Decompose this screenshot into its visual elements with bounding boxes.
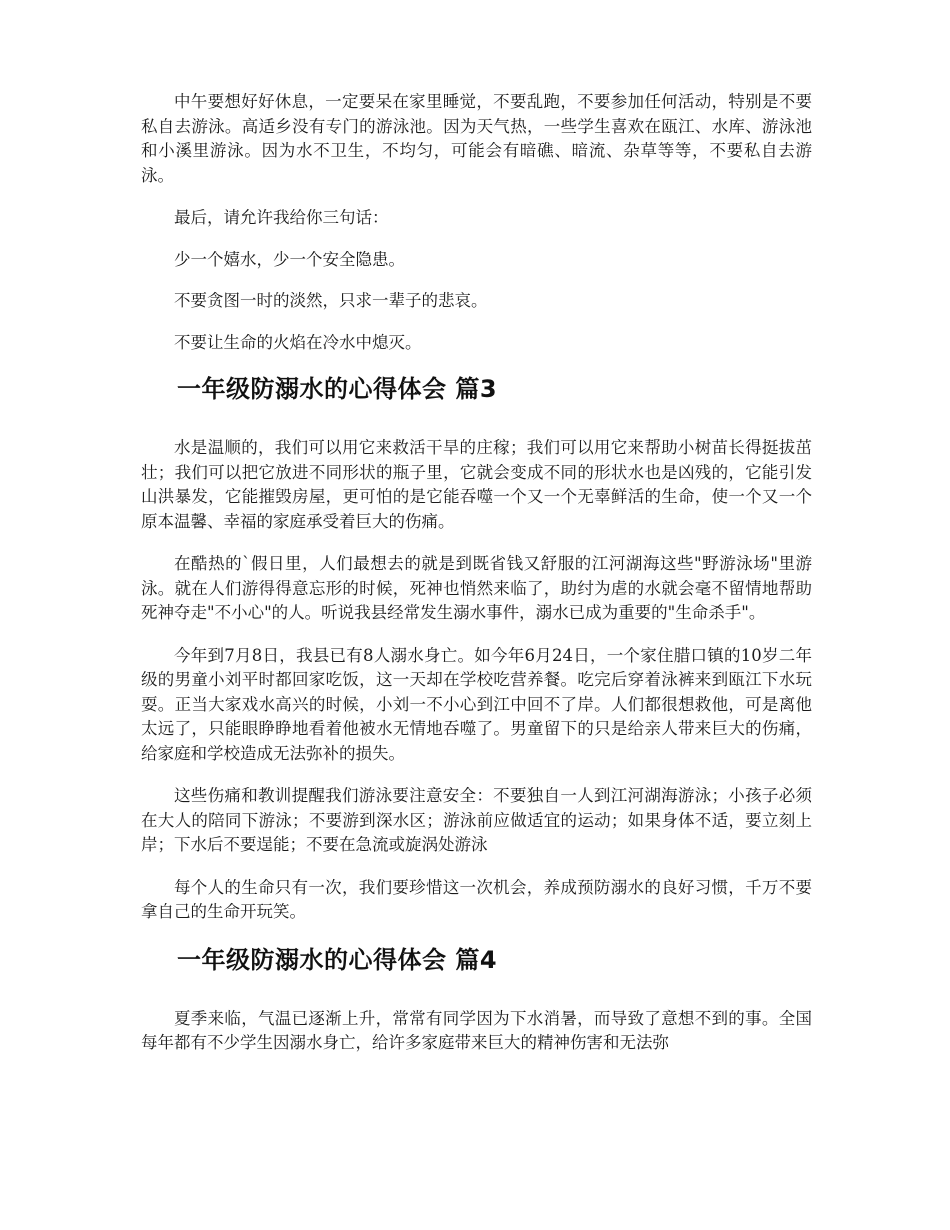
section-heading: 一年级防溺水的心得体会 篇4: [177, 945, 498, 974]
paragraph: 今年到7月8日，我县已有8人溺水身亡。如今年6月24日，一个家住腊口镇的10岁二年级的男童小刘平时都回家吃饭，这一天却在学校吃营养餐。吃完后穿着泳裤来到瓯江下水玩耍。正当大家戏水高兴的时候，小刘一不小心到江中回不了岸。人们都很想救他，可是离他太远了，只能眼睁睁地看着他被水无情地吞噬了。男童留下的只是给亲人带来巨大的伤痛，给家庭和学校造成无法弥补的损失。: [141, 645, 812, 763]
paragraph: 少一个嬉水，少一个安全隐患。: [174, 249, 405, 269]
section-heading: 一年级防溺水的心得体会 篇3: [177, 375, 498, 403]
paragraph: 不要贪图一时的淡然，只求一辈子的悲哀。: [174, 291, 488, 310]
paragraph: 中午要想好好休息，一定要呆在家里睡觉，不要乱跑，不要参加任何活动，特别是不要私自去游泳。高适乡没有专门的游泳池。因为天气热，一些学生喜欢在瓯江、水库、游泳池和小溪里游泳。因为水不卫生，不均匀，可能会有暗礁、暗流、杂草等等，不要私自去游泳。: [141, 92, 812, 185]
paragraph: 不要让生命的火焰在冷水中熄灭。: [174, 332, 422, 352]
paragraph: 这些伤痛和教训提醒我们游泳要注意安全：不要独自一人到江河湖海游泳；小孩子必须在大人的陪同下游泳；不要游到深水区；游泳前应做适宜的运动；如果身体不适，要立刻上岸；下水后不要逞能；不要在急流或旋涡处游泳: [141, 786, 812, 854]
paragraph: 最后，请允许我给你三句话：: [174, 208, 389, 227]
paragraph: 水是温顺的，我们可以用它来救活干旱的庄稼；我们可以用它来帮助小树苗长得挺拔茁壮；我们可以把它放进不同形状的瓶子里，它就会变成不同的形状水也是凶残的，它能引发山洪暴发，它能摧毁房屋，更可怕的是它能吞噬一个又一个无辜鲜活的生命，使一个又一个原本温馨、幸福的家庭承受着巨大的伤痛。: [141, 438, 812, 531]
paragraph: 在酷热的`假日里，人们最想去的就是到既省钱又舒服的江河湖海这些"野游泳场"里游泳。就在人们游得得意忘形的时候，死神也悄然来临了，助纣为虐的水就会毫不留情地帮助死神夺走"不小心"的人。听说我县经常发生溺水事件，溺水已成为重要的"生命杀手"。: [141, 554, 812, 622]
document-page: [141, 90, 812, 1074]
paragraph: 夏季来临，气温已逐渐上升，常常有同学因为下水消暑，而导致了意想不到的事。全国每年都有不少学生因溺水身亡，给许多家庭带来巨大的精神伤害和无法弥: [141, 1008, 812, 1052]
paragraph: 每个人的生命只有一次，我们要珍惜这一次机会，养成预防溺水的良好习惯，千万不要拿自己的生命开玩笑。: [141, 877, 812, 921]
